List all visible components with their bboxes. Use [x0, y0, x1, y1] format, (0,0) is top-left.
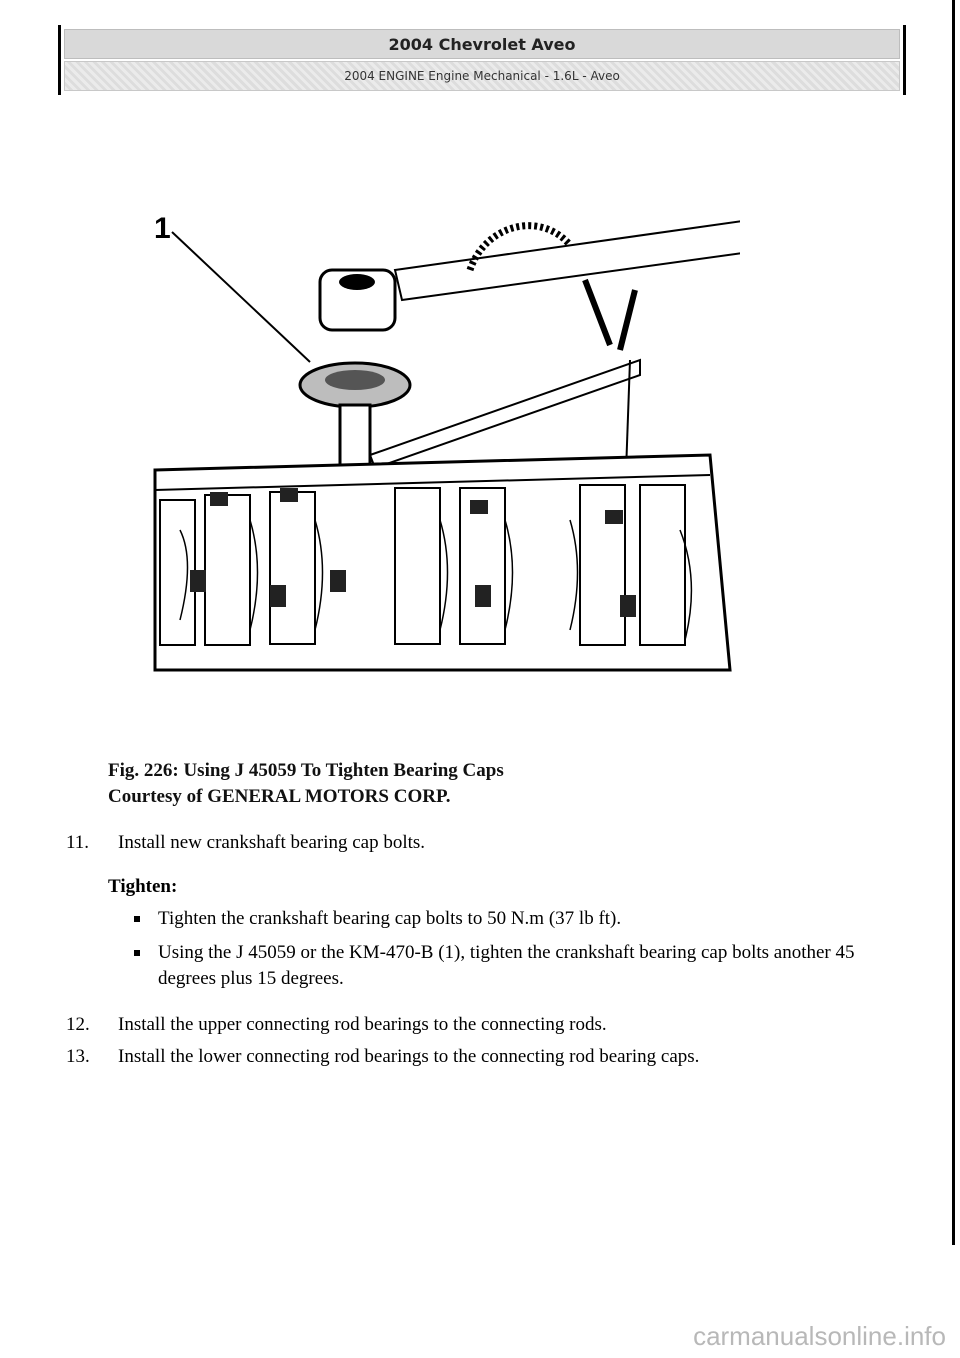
callout-leader-line	[172, 232, 310, 362]
figure-caption	[108, 758, 504, 810]
caption-credit: Courtesy of GENERAL MOTORS CORP.	[108, 786, 451, 807]
support-bar	[370, 360, 640, 468]
step-text: Install new crankshaft bearing cap bolts.	[118, 832, 426, 853]
header-subtitle: 2004 ENGINE Engine Mechanical - 1.6L - Aveo	[64, 61, 900, 91]
handle-grips	[585, 280, 635, 350]
step-text: Install the lower connecting rod bearings to the connecting rod bearing caps.	[118, 1046, 700, 1067]
ratchet-cap	[339, 274, 375, 290]
tighten-label: Tighten:	[108, 876, 178, 897]
caption-title: Fig. 226: Using J 45059 To Tighten Bearing Caps	[108, 760, 504, 781]
bullet-square-icon	[134, 950, 140, 956]
header-left-rule	[58, 25, 61, 95]
bullet-square-icon	[134, 916, 140, 922]
header-title: 2004 Chevrolet Aveo	[64, 29, 900, 59]
wrench-handle	[395, 220, 740, 300]
step-text: Install the upper connecting rod bearings to the connecting rods.	[118, 1014, 607, 1035]
bearing-caps	[160, 485, 685, 645]
angle-gauge-center	[325, 370, 385, 390]
engine-illustration	[140, 200, 740, 675]
page-header	[58, 25, 906, 95]
header-right-rule	[903, 25, 906, 95]
bullet-text: Using the J 45059 or the KM-470-B (1), tighten the crankshaft bearing cap bolts another 45 degrees plus 15 degrees.	[158, 942, 855, 989]
callout-label: 1	[154, 212, 171, 245]
step-number: 12.	[66, 1014, 90, 1035]
bullet-text: Tighten the crankshaft bearing cap bolts to 50 N.m (37 lb ft).	[158, 908, 622, 929]
step-number: 11.	[66, 832, 90, 853]
site-watermark: carmanualsonline.info	[693, 1321, 946, 1351]
step-number: 13.	[66, 1046, 90, 1067]
page-right-rule	[952, 0, 955, 1245]
figure-crankshaft-torque-illustration	[140, 200, 740, 675]
